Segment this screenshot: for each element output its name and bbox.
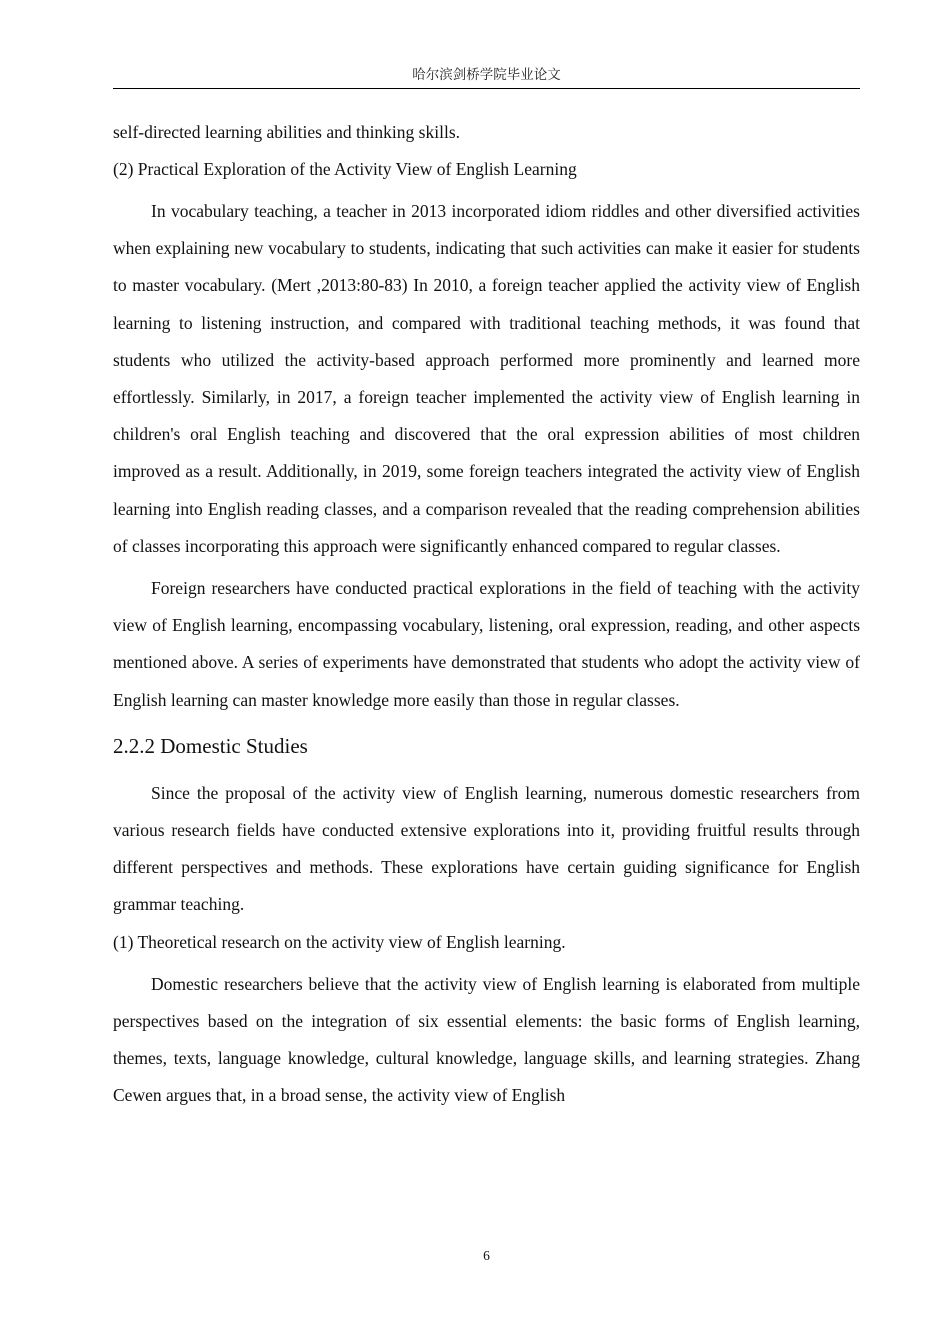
subheading-practical-exploration: (2) Practical Exploration of the Activity View of English Learning (113, 159, 577, 179)
paragraph-foreign-summary: Foreign researchers have conducted practical explorations in the field of teaching with the activity view of English learning, encompassing vocabulary, listening, oral expression, reading, and other aspects mentioned above. A series of experiments have demonstrated that students who adopt the activity view of English learning can master knowledge more easily than those in regular classes. (113, 578, 860, 710)
section-heading-domestic-studies: 2.2.2 Domestic Studies (113, 733, 308, 758)
document-body (113, 114, 860, 1114)
page-header: 哈尔滨剑桥学院毕业论文 (412, 67, 561, 82)
subheading-theoretical-research: (1) Theoretical research on the activity view of English learning. (113, 931, 566, 952)
header-rule (113, 88, 860, 89)
continuation-line: self-directed learning abilities and thinking skills. (113, 122, 461, 142)
paragraph-domestic-theory: Domestic researchers believe that the activity view of English learning is elaborated from multiple perspectives based on the integration of six essential elements: the basic forms of English learning, themes, texts, language knowledge, cultural knowledge, language skills, and learning strategies. Zhang Cewen argues that, in a broad sense, the activity view of English (113, 973, 860, 1106)
paragraph-domestic-intro: Since the proposal of the activity view of English learning, numerous domestic researchers from various research fields have conducted extensive explorations into it, providing fruitful results through different perspectives and methods. These explorations have certain guiding significance for English grammar teaching. (113, 782, 860, 915)
page-number: 6 (483, 1248, 490, 1263)
paragraph-foreign-practice: In vocabulary teaching, a teacher in 2013 incorporated idiom riddles and other diversified activities when explaining new vocabulary to students, indicating that such activities can make it easier for students to master vocabulary. (Mert ,2013:80-83) In 2010, a foreign teacher applied the activity view of English learning to listening instruction, and compared with traditional teaching methods, it was found that students who utilized the activity-based approach performed more prominently and learned more effortlessly. Similarly, in 2017, a foreign teacher implemented the activity view of English learning in children's oral English teaching and discovered that the oral expression abilities of most children improved as a result. Additionally, in 2019, some foreign teachers integrated the activity view of English learning into English reading classes, and a comparison revealed that the reading comprehension abilities of classes incorporating this approach were significantly enhanced compared to regular classes. (113, 201, 860, 556)
